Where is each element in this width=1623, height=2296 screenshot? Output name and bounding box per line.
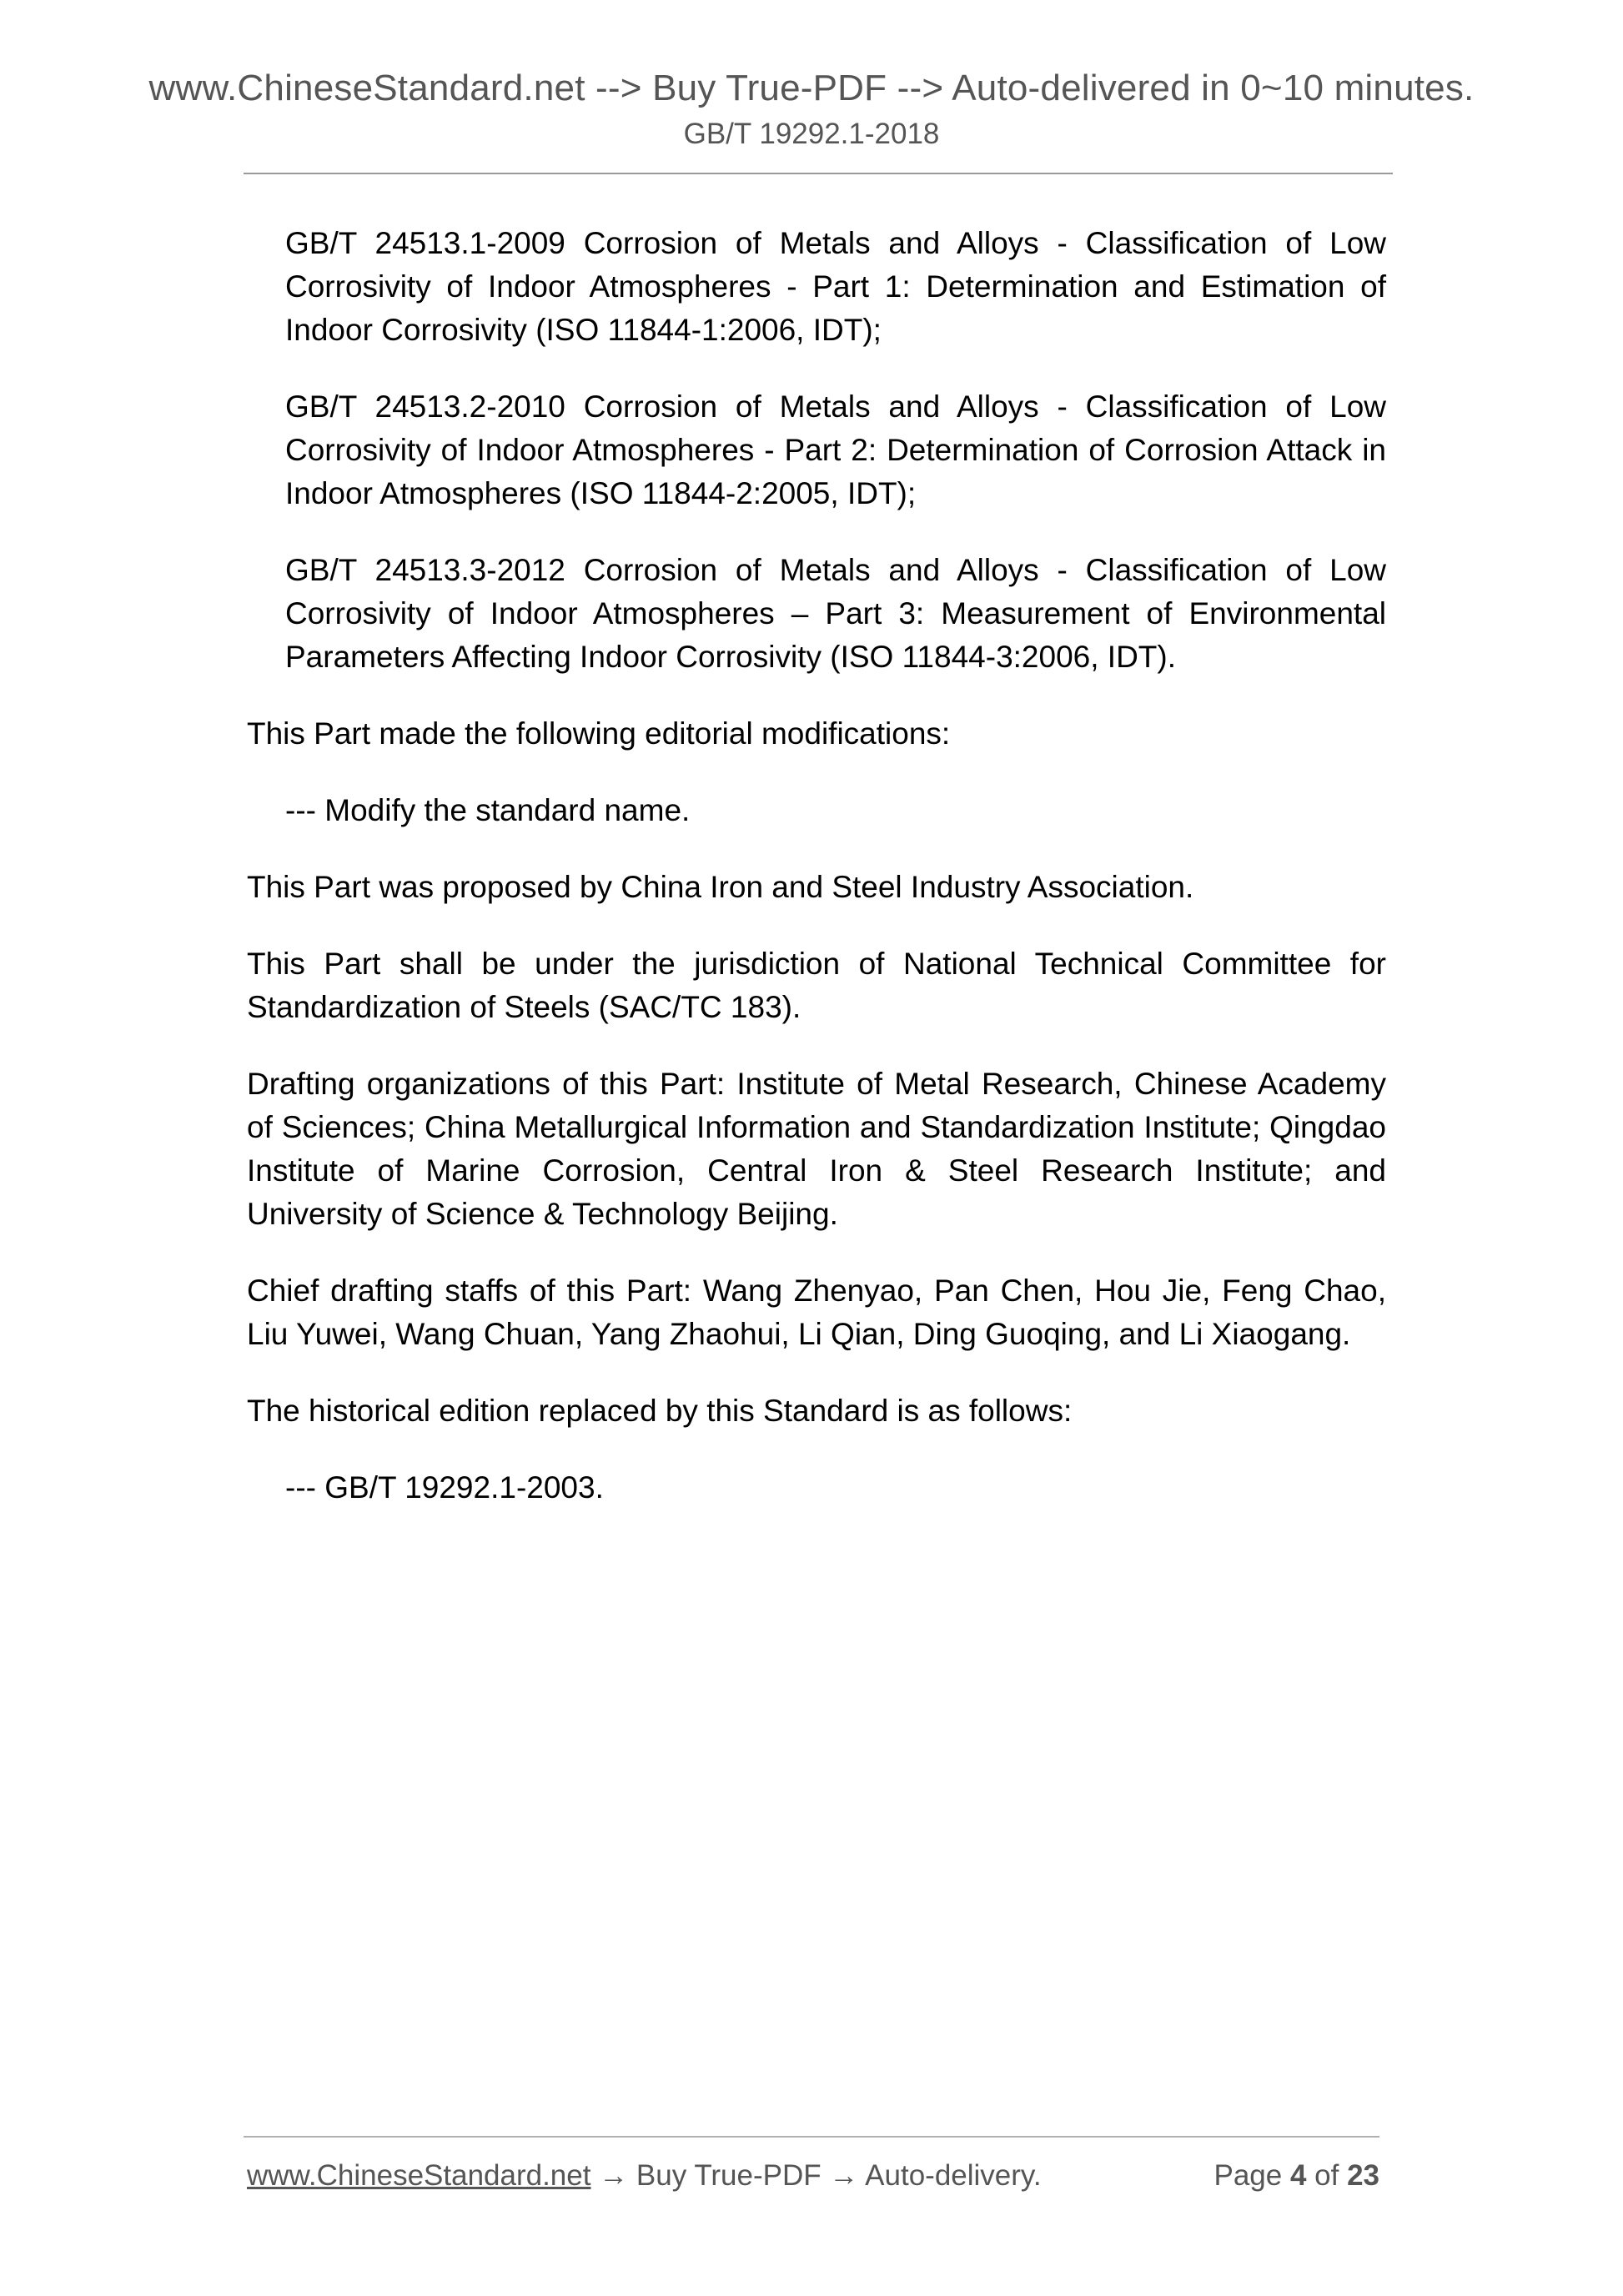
- jurisdiction: This Part shall be under the jurisdiction of National Technical Committee for Standardization of Steels (SAC/TC 183).: [247, 947, 1386, 1024]
- reference-item-3: GB/T 24513.3-2012 Corrosion of Metals and Alloys - Classification of Low Corrosivity of Indoor Atmospheres – Part 3: Measurement of Environmental Parameters Affecting Indoor Corrosivity (ISO 11844-3:2006, IDT).: [285, 553, 1386, 674]
- page-label: Page: [1213, 2159, 1290, 2192]
- header-divider: [244, 173, 1393, 174]
- editorial-item: --- Modify the standard name.: [285, 793, 691, 827]
- footer-site-link[interactable]: www.ChineseStandard.net: [247, 2159, 591, 2192]
- header-banner: www.ChineseStandard.net --> Buy True-PDF --> Auto-delivered in 0~10 minutes.: [148, 68, 1475, 108]
- chief-drafting-staff: Chief drafting staffs of this Part: Wang Zhenyao, Pan Chen, Hou Jie, Feng Chao, Liu Yuwei, Wang Chuan, Yang Zhaohui, Li Qian, Ding Guoqing, and Li Xiaogang.: [247, 1274, 1386, 1351]
- proposed-by: This Part was proposed by China Iron and Steel Industry Association.: [247, 870, 1194, 904]
- footer-divider: [244, 2136, 1379, 2138]
- document-body: [247, 222, 1386, 1543]
- page-of: of: [1306, 2159, 1348, 2192]
- page-header: [0, 65, 1623, 153]
- reference-item-1: GB/T 24513.1-2009 Corrosion of Metals and Alloys - Classification of Low Corrosivity of Indoor Atmospheres - Part 1: Determination and Estimation of Indoor Corrosivity (ISO 11844-1:2006, IDT);: [285, 226, 1386, 347]
- page-number: [1213, 2157, 1379, 2195]
- footer-left: [247, 2157, 1042, 2195]
- page-total: 23: [1347, 2159, 1379, 2192]
- page-current: 4: [1289, 2159, 1307, 2192]
- reference-item-2: GB/T 24513.2-2010 Corrosion of Metals and Alloys - Classification of Low Corrosivity of Indoor Atmospheres - Part 2: Determination of Corrosion Attack in Indoor Atmospheres (ISO 11844-2:2005, IDT);: [285, 389, 1386, 510]
- editorial-intro: This Part made the following editorial modifications:: [247, 716, 951, 751]
- footer-tagline: → Buy True-PDF → Auto-delivery.: [590, 2159, 1042, 2192]
- header-standard-code: GB/T 19292.1-2018: [683, 118, 940, 150]
- drafting-organizations: Drafting organizations of this Part: Institute of Metal Research, Chinese Academy of Sciences; China Metallurgical Information and Standardization Institute; Qingdao Institute of Marine Corrosion, Central Iron & Steel Research Institute; and University of Science & Technology Beijing.: [247, 1067, 1386, 1231]
- history-intro: The historical edition replaced by this Standard is as follows:: [247, 1394, 1073, 1428]
- history-item: --- GB/T 19292.1-2003.: [285, 1470, 604, 1505]
